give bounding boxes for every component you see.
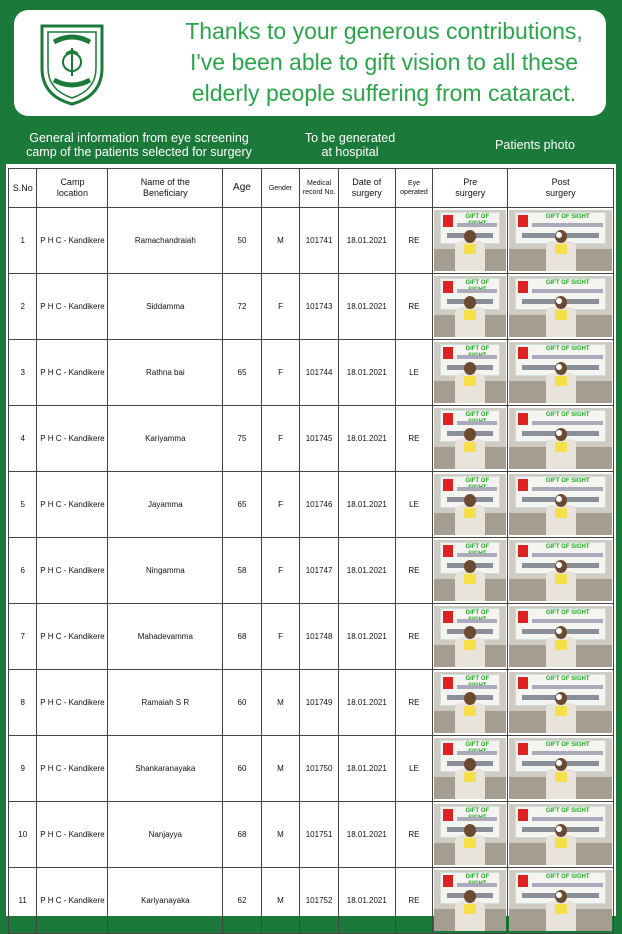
cell-camp-location: P H C - Kandikere [37, 208, 108, 274]
cell-post-surgery-photo [508, 406, 614, 472]
cell-medical-record: 101741 [300, 208, 339, 274]
cell-post-surgery-photo [508, 274, 614, 340]
cell-pre-surgery-photo [433, 208, 508, 274]
cell-camp-location: P H C - Kandikere [37, 736, 108, 802]
cell-post-surgery-photo [508, 670, 614, 736]
sign-text: GIFT OF [465, 346, 490, 352]
caption-line: General information from eye screening [29, 131, 249, 145]
cell-age: 68 [223, 604, 262, 670]
cell-pre-surgery-photo [433, 274, 508, 340]
thanks-line: Thanks to your generous contributions, [185, 18, 583, 44]
post-surgery-photo [509, 870, 612, 931]
cell-gender: M [261, 736, 300, 802]
sign-text: GIFT OF SIGHT [545, 280, 590, 286]
cell-eye-operated: RE [395, 538, 433, 604]
cell-pre-surgery-photo [433, 406, 508, 472]
cell-beneficiary-name: Ramaiah S R [108, 670, 223, 736]
thanks-message [164, 16, 604, 109]
pre-surgery-photo [434, 804, 506, 865]
cell-pre-surgery-photo [433, 340, 508, 406]
caption-line: To be generated [304, 131, 396, 145]
cell-medical-record: 101750 [300, 736, 339, 802]
sign-text: GIFT OF [465, 478, 490, 484]
header-age: Age [223, 169, 262, 208]
cell-sno: 5 [9, 472, 37, 538]
cell-beneficiary-name: Jayamma [108, 472, 223, 538]
caption-line: Patients photo [495, 138, 575, 152]
post-surgery-photo [509, 738, 612, 799]
cell-camp-location: P H C - Kandikere [37, 340, 108, 406]
cell-beneficiary-name: Ramachandraiah [108, 208, 223, 274]
cell-pre-surgery-photo [433, 472, 508, 538]
pre-surgery-photo [434, 870, 506, 931]
cell-medical-record: 101743 [300, 274, 339, 340]
cell-medical-record: 101747 [300, 538, 339, 604]
post-surgery-photo [509, 540, 612, 601]
cell-camp-location: P H C - Kandikere [37, 406, 108, 472]
cell-age: 68 [223, 802, 262, 868]
patients-sheet [6, 164, 616, 916]
table-row [9, 340, 614, 406]
cell-eye-operated: RE [395, 274, 433, 340]
cell-gender: F [261, 406, 300, 472]
cell-camp-location: P H C - Kandikere [37, 472, 108, 538]
cell-sno: 8 [9, 670, 37, 736]
cell-medical-record: 101751 [300, 802, 339, 868]
table-row [9, 802, 614, 868]
cell-camp-location: P H C - Kandikere [37, 604, 108, 670]
cell-eye-operated: RE [395, 604, 433, 670]
sign-text: GIFT OF SIGHT [545, 742, 590, 748]
sign-text: GIFT OF SIGHT [545, 544, 590, 550]
cell-age: 65 [223, 472, 262, 538]
thanks-line: elderly people suffering from cataract. [191, 80, 577, 106]
cell-age: 50 [223, 208, 262, 274]
cell-sno: 10 [9, 802, 37, 868]
cell-eye-operated: LE [395, 472, 433, 538]
pre-surgery-photo [434, 342, 506, 403]
sign-text: GIFT OF SIGHT [545, 874, 590, 880]
cell-medical-record: 101745 [300, 406, 339, 472]
post-surgery-photo [509, 408, 612, 469]
table-row [9, 274, 614, 340]
pre-surgery-photo [434, 408, 506, 469]
sign-text: GIFT OF [465, 742, 490, 748]
sign-text: GIFT OF SIGHT [545, 346, 590, 352]
cell-eye-operated: RE [395, 802, 433, 868]
sign-text: GIFT OF SIGHT [545, 610, 590, 616]
cell-age: 65 [223, 340, 262, 406]
cell-eye-operated: LE [395, 340, 433, 406]
post-surgery-photo [509, 474, 612, 535]
header-sno: S.No [9, 169, 37, 208]
header-gender: Gender [261, 169, 300, 208]
caption-patients-photo [470, 138, 600, 152]
cell-gender: M [261, 802, 300, 868]
cell-eye-operated: RE [395, 406, 433, 472]
cell-pre-surgery-photo [433, 736, 508, 802]
cell-medical-record: 101746 [300, 472, 339, 538]
cell-gender: F [261, 340, 300, 406]
header-camp-location: Camp location [37, 169, 108, 208]
sign-text: GIFT OF [465, 544, 490, 550]
cell-gender: M [261, 670, 300, 736]
cell-sno: 9 [9, 736, 37, 802]
cell-beneficiary-name: Mahadevamma [108, 604, 223, 670]
cell-sno: 1 [9, 208, 37, 274]
sign-text: GIFT OF SIGHT [545, 676, 590, 682]
cell-date-of-surgery: 18.01.2021 [338, 538, 395, 604]
cell-camp-location: P H C - Kandikere [37, 538, 108, 604]
pre-surgery-photo [434, 540, 506, 601]
header-beneficiary-name: Name of the Beneficiary [108, 169, 223, 208]
header-post-surgery: Post surgery [508, 169, 614, 208]
post-surgery-photo [509, 672, 612, 733]
table-row [9, 604, 614, 670]
cell-sno: 3 [9, 340, 37, 406]
cell-date-of-surgery: 18.01.2021 [338, 472, 395, 538]
thanks-line: I've been able to gift vision to all these [190, 49, 578, 75]
table-row [9, 472, 614, 538]
cell-pre-surgery-photo [433, 538, 508, 604]
cell-post-surgery-photo [508, 802, 614, 868]
cell-camp-location: P H C - Kandikere [37, 868, 108, 934]
sign-text: GIFT OF [465, 412, 490, 418]
cell-date-of-surgery: 18.01.2021 [338, 406, 395, 472]
sign-text: GIFT OF SIGHT [545, 412, 590, 418]
sign-text: GIFT OF [465, 610, 490, 616]
cell-medical-record: 101748 [300, 604, 339, 670]
pre-surgery-photo [434, 738, 506, 799]
table-body [9, 208, 614, 934]
sign-text: GIFT OF SIGHT [545, 808, 590, 814]
caption-line: at hospital [321, 145, 379, 159]
cell-age: 60 [223, 670, 262, 736]
cell-beneficiary-name: Rathna bai [108, 340, 223, 406]
cell-date-of-surgery: 18.01.2021 [338, 208, 395, 274]
cell-post-surgery-photo [508, 340, 614, 406]
header-eye-operated: Eye operated [395, 169, 433, 208]
cell-sno: 6 [9, 538, 37, 604]
sign-text: GIFT OF SIGHT [545, 214, 590, 220]
cell-post-surgery-photo [508, 604, 614, 670]
cell-sno: 11 [9, 868, 37, 934]
cell-pre-surgery-photo [433, 868, 508, 934]
cell-gender: M [261, 868, 300, 934]
header-banner [14, 10, 606, 116]
sign-text: GIFT OF SIGHT [545, 478, 590, 484]
cell-age: 75 [223, 406, 262, 472]
cell-post-surgery-photo [508, 868, 614, 934]
cell-sno: 2 [9, 274, 37, 340]
cell-gender: F [261, 604, 300, 670]
cell-beneficiary-name: Kariyanayaka [108, 868, 223, 934]
cell-pre-surgery-photo [433, 604, 508, 670]
sign-text: GIFT OF [465, 874, 490, 880]
table-row [9, 538, 614, 604]
cell-medical-record: 101744 [300, 340, 339, 406]
cell-eye-operated: RE [395, 670, 433, 736]
post-surgery-photo [509, 606, 612, 667]
cell-date-of-surgery: 18.01.2021 [338, 604, 395, 670]
cell-gender: F [261, 274, 300, 340]
cell-pre-surgery-photo [433, 802, 508, 868]
post-surgery-photo [509, 210, 612, 271]
cell-date-of-surgery: 18.01.2021 [338, 736, 395, 802]
cell-beneficiary-name: Kariyamma [108, 406, 223, 472]
cell-medical-record: 101749 [300, 670, 339, 736]
cell-camp-location: P H C - Kandikere [37, 274, 108, 340]
cell-beneficiary-name: Nanjayya [108, 802, 223, 868]
table-row [9, 670, 614, 736]
cell-gender: M [261, 208, 300, 274]
header-medical-record: Medical record No. [300, 169, 339, 208]
cell-post-surgery-photo [508, 538, 614, 604]
pre-surgery-photo [434, 210, 506, 271]
pre-surgery-photo [434, 672, 506, 733]
cell-gender: F [261, 538, 300, 604]
cell-date-of-surgery: 18.01.2021 [338, 274, 395, 340]
caption-line: camp of the patients selected for surgery [26, 145, 252, 159]
cell-date-of-surgery: 18.01.2021 [338, 802, 395, 868]
cell-camp-location: P H C - Kandikere [37, 670, 108, 736]
post-surgery-photo [509, 804, 612, 865]
cell-age: 72 [223, 274, 262, 340]
cell-post-surgery-photo [508, 472, 614, 538]
sign-text: GIFT OF [465, 808, 490, 814]
cell-eye-operated: RE [395, 868, 433, 934]
pre-surgery-photo [434, 606, 506, 667]
school-crest-logo [36, 18, 108, 106]
cell-post-surgery-photo [508, 208, 614, 274]
pre-surgery-photo [434, 474, 506, 535]
cell-beneficiary-name: Siddamma [108, 274, 223, 340]
cell-age: 62 [223, 868, 262, 934]
cell-beneficiary-name: Shankaranayaka [108, 736, 223, 802]
caption-hospital [290, 131, 410, 159]
table-row [9, 868, 614, 934]
header-date-of-surgery: Date of surgery [338, 169, 395, 208]
patients-table [8, 168, 614, 934]
cell-eye-operated: RE [395, 208, 433, 274]
cell-pre-surgery-photo [433, 670, 508, 736]
cell-medical-record: 101752 [300, 868, 339, 934]
table-row [9, 736, 614, 802]
cell-sno: 4 [9, 406, 37, 472]
pre-surgery-photo [434, 276, 506, 337]
cell-beneficiary-name: Ningamma [108, 538, 223, 604]
table-row [9, 406, 614, 472]
cell-age: 58 [223, 538, 262, 604]
cell-camp-location: P H C - Kandikere [37, 802, 108, 868]
cell-sno: 7 [9, 604, 37, 670]
sign-text: GIFT OF [465, 280, 490, 286]
caption-general-info [14, 131, 264, 159]
cell-post-surgery-photo [508, 736, 614, 802]
header-pre-surgery: Pre surgery [433, 169, 508, 208]
post-surgery-photo [509, 276, 612, 337]
cell-gender: F [261, 472, 300, 538]
cell-date-of-surgery: 18.01.2021 [338, 670, 395, 736]
cell-age: 60 [223, 736, 262, 802]
post-surgery-photo [509, 342, 612, 403]
cell-date-of-surgery: 18.01.2021 [338, 340, 395, 406]
table-row [9, 208, 614, 274]
sign-text: GIFT OF [465, 676, 490, 682]
table-header-row [9, 169, 614, 208]
cell-eye-operated: LE [395, 736, 433, 802]
cell-date-of-surgery: 18.01.2021 [338, 868, 395, 934]
sign-text: GIFT OF [465, 214, 490, 220]
